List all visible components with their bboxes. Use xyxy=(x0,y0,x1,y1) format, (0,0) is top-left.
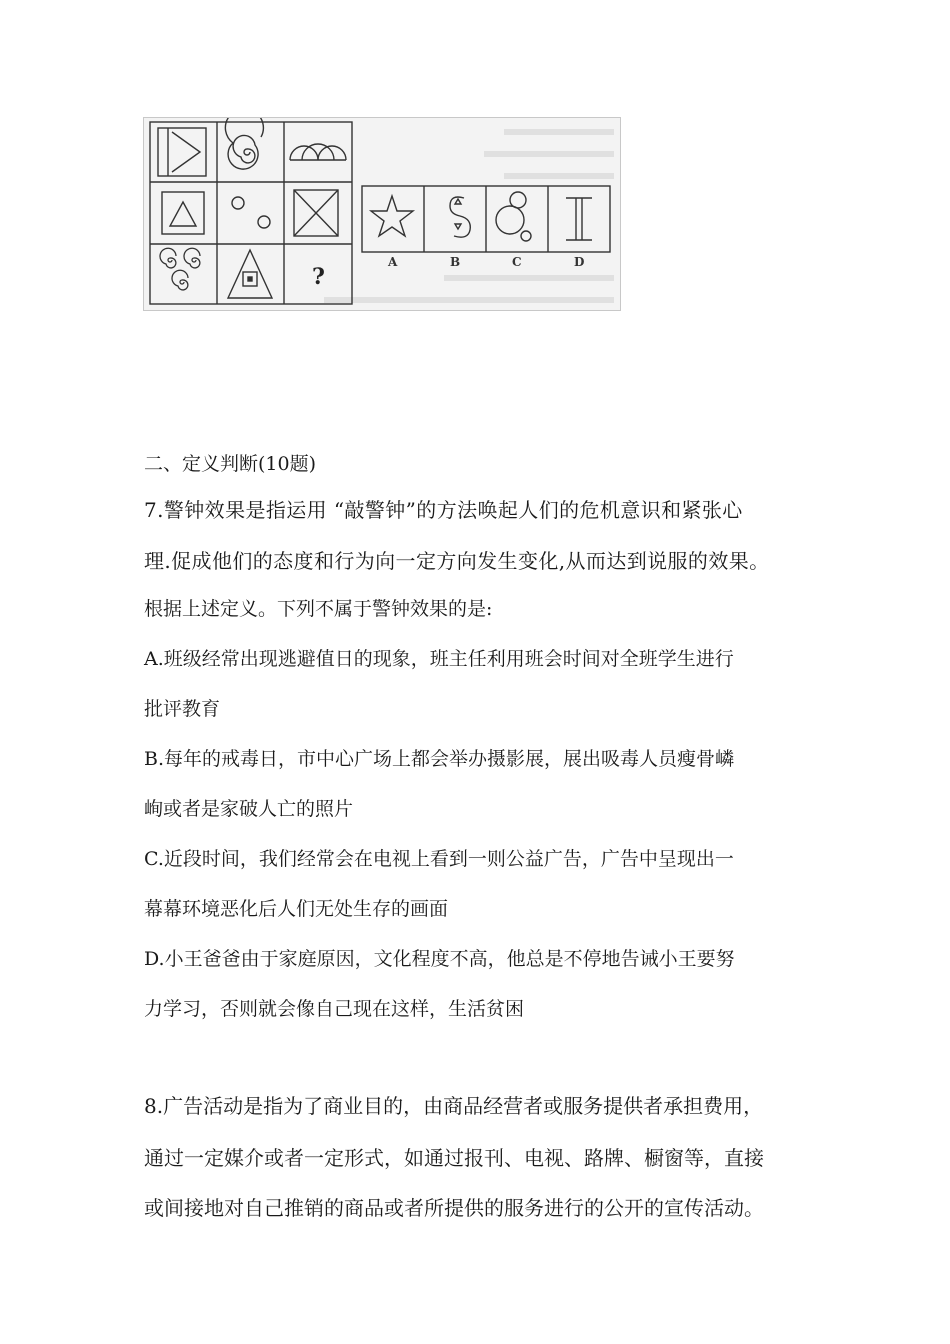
option-a-star-icon xyxy=(371,196,413,236)
question-mark: ? xyxy=(312,264,325,290)
triangle-square-icon xyxy=(228,250,272,298)
q7-option-c-line-2: 幕幕环境恶化后人们无处生存的画面 xyxy=(144,898,449,920)
option-c-circles-icon xyxy=(496,192,531,241)
spiral-icon xyxy=(225,118,263,169)
triple-spiral-icon xyxy=(160,248,200,290)
option-label-a: A xyxy=(388,255,398,269)
puzzle-image xyxy=(144,118,620,310)
q7-option-d-line-1: D.小王爸爸由于家庭原因，文化程度不高，他总是不停地告诫小王要努 xyxy=(144,948,735,970)
option-d-i-beam-icon xyxy=(566,198,592,240)
section-title: 二、定义判断(10题) xyxy=(144,453,317,475)
q7-option-d-line-2: 力学习，否则就会像自己现在这样，生活贫困 xyxy=(144,998,525,1020)
q7-option-b-line-2: 峋或者是家破人亡的照片 xyxy=(144,798,354,820)
q8-stem-line-2: 通过一定媒介或者一定形式，如通过报刊、电视、路牌、橱窗等，直接 xyxy=(144,1146,764,1170)
option-label-d: D xyxy=(574,255,585,269)
two-circles-icon xyxy=(232,197,270,228)
q7-stem-line-2: 理.促成他们的态度和行为向一定方向发生变化,从而达到说服的效果。 xyxy=(144,549,770,573)
arches-icon xyxy=(290,144,346,160)
q7-option-c-line-1: C.近段时间，我们经常会在电视上看到一则公益广告，广告中呈现出一 xyxy=(144,848,734,870)
crossed-square-icon xyxy=(294,190,338,236)
option-label-c: C xyxy=(512,255,522,269)
option-b-s-shape-icon xyxy=(450,197,470,237)
option-label-b: B xyxy=(450,255,461,269)
q7-stem-line-3: 根据上述定义。下列不属于警钟效果的是: xyxy=(144,598,493,620)
square-triangle-icon xyxy=(162,192,204,234)
q7-option-a-line-1: A.班级经常出现逃避值日的现象，班主任利用班会时间对全班学生进行 xyxy=(144,648,734,670)
q8-stem-line-3: 或间接地对自己推销的商品或者所提供的服务进行的公开的宣传活动。 xyxy=(144,1196,764,1220)
q7-stem-line-1: 7.警钟效果是指运用 “敲警钟”的方法唤起人们的危机意识和紧张心 xyxy=(144,498,743,522)
figure-reasoning-puzzle xyxy=(143,117,621,311)
q7-option-a-line-2: 批评教育 xyxy=(144,698,221,720)
q7-option-b-line-1: B.每年的戒毒日，市中心广场上都会举办摄影展，展出吸毒人员瘦骨嶙 xyxy=(144,748,735,770)
cell-square-triangle-icon xyxy=(158,128,206,176)
q8-stem-line-1: 8.广告活动是指为了商业目的，由商品经营者或服务提供者承担费用， xyxy=(144,1094,764,1118)
